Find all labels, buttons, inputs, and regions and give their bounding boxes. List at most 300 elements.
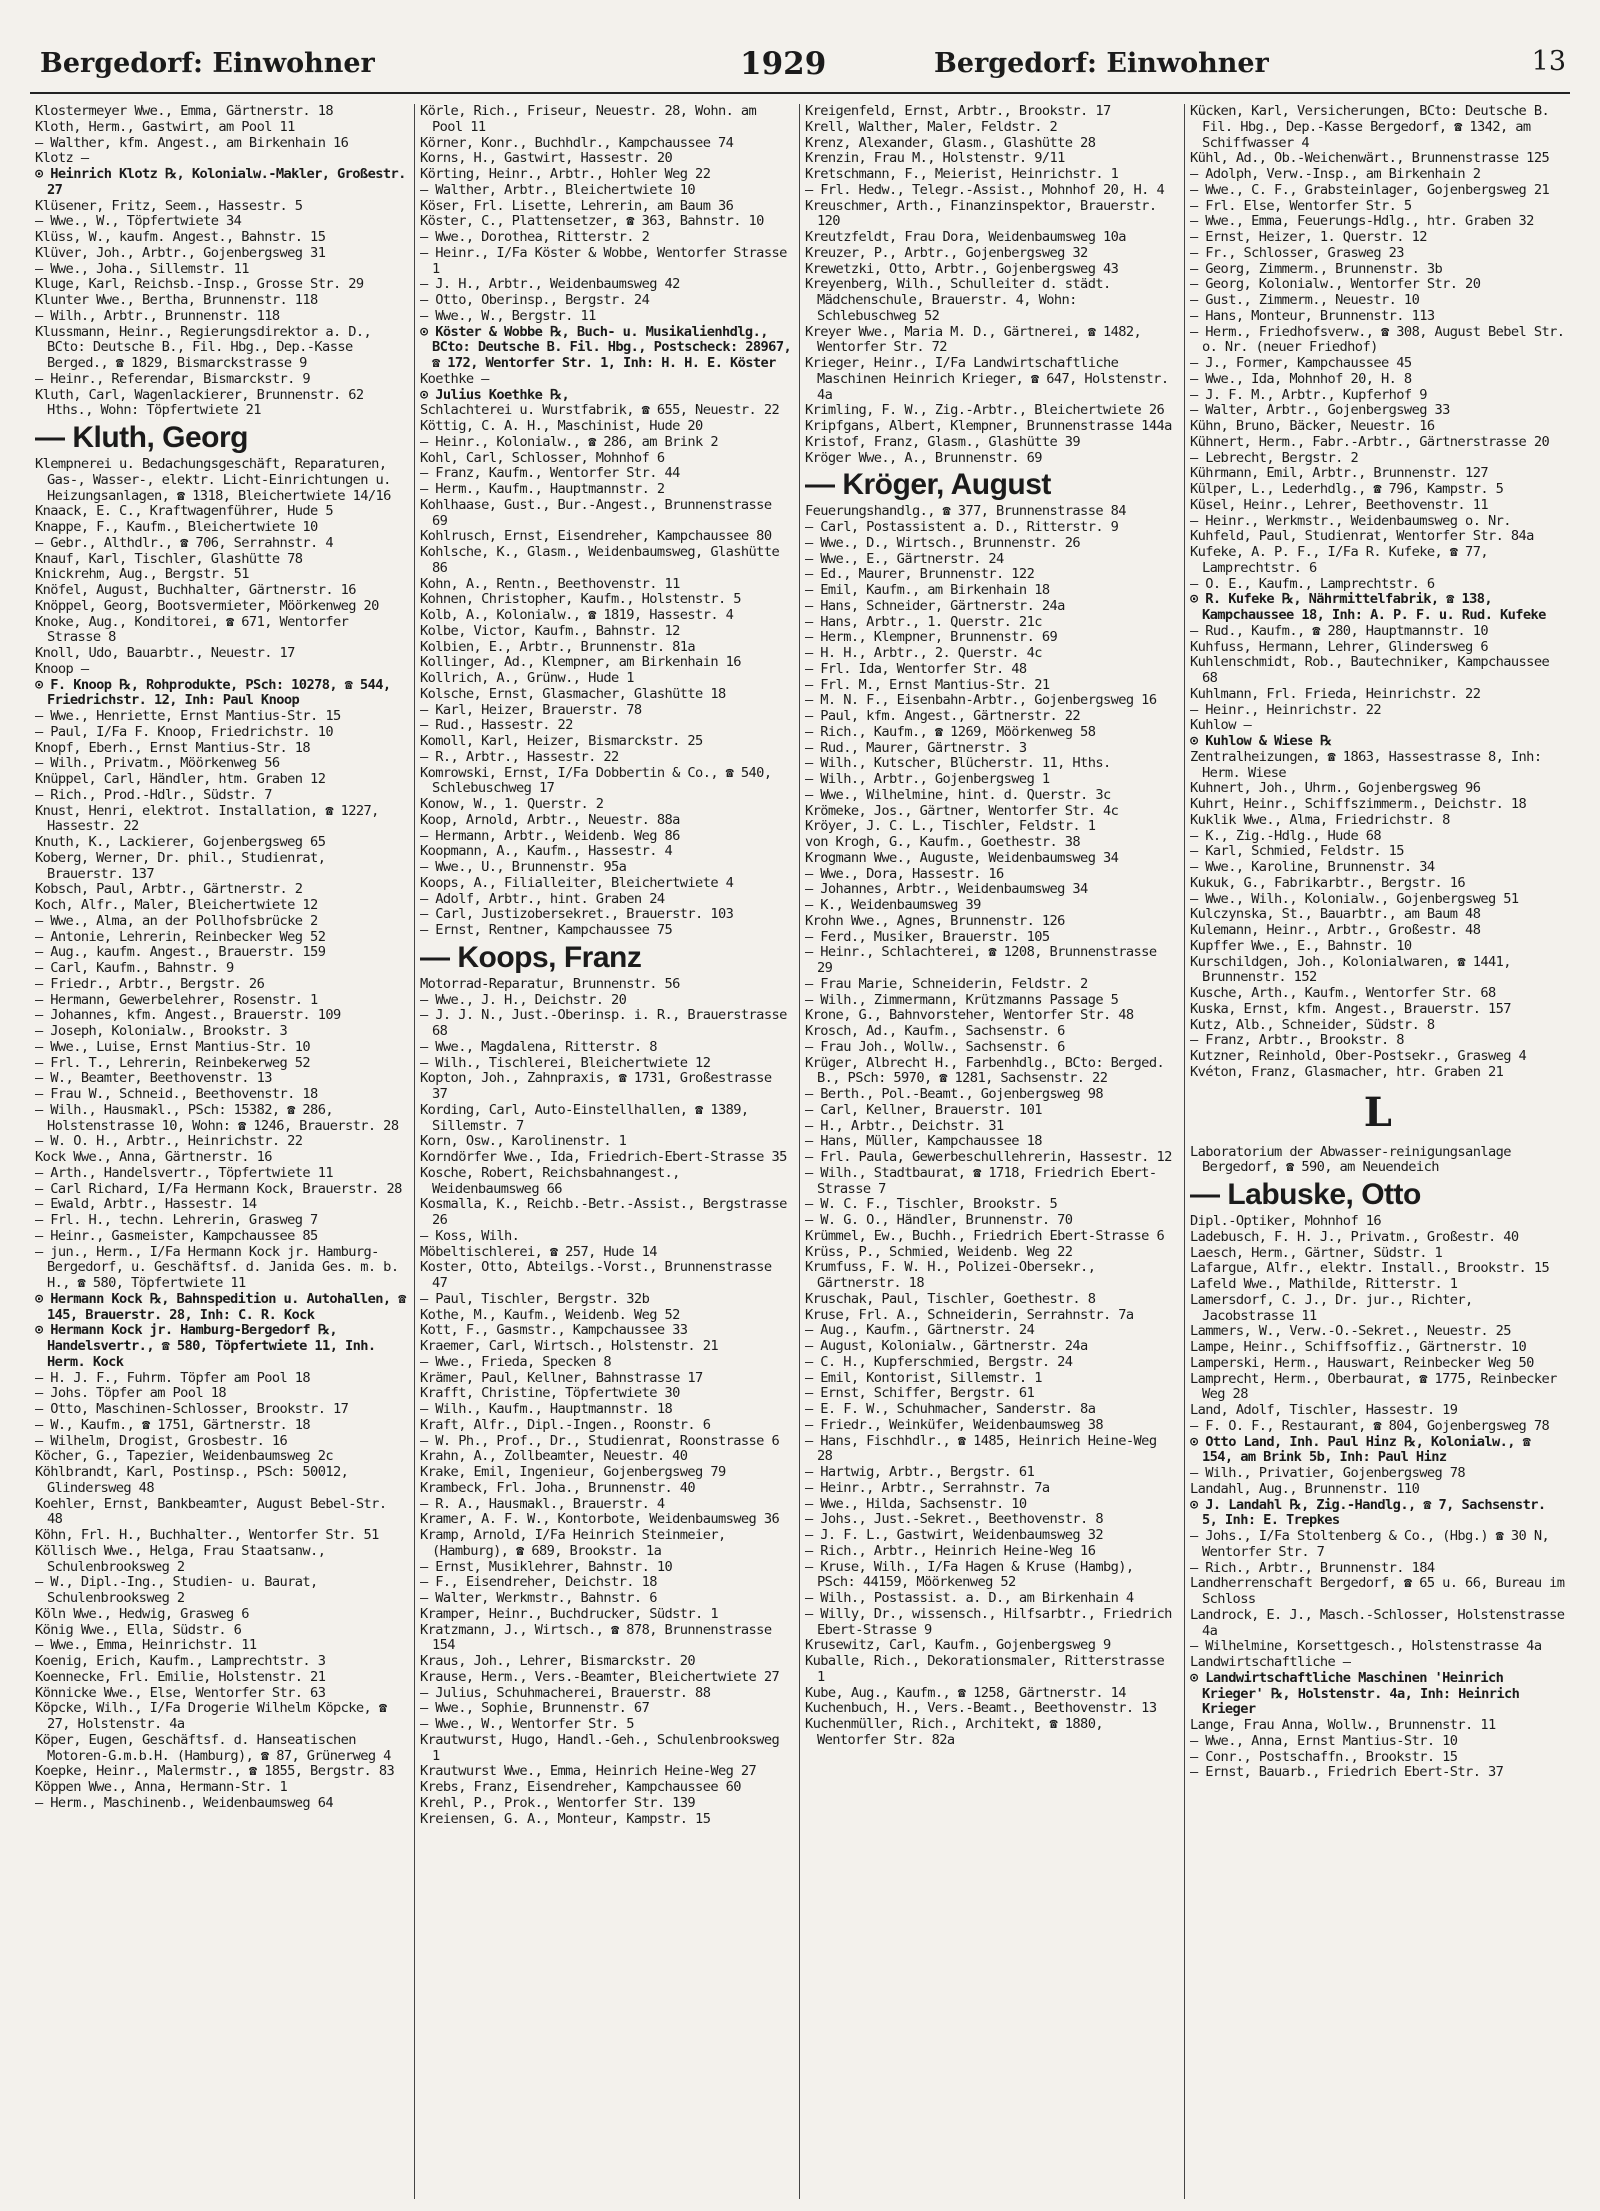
directory-entry: — Wwe., Luise, Ernst Mantius-Str. 10	[35, 1038, 311, 1055]
directory-entry: Krone, G., Bahnvorsteher, Wentorfer Str. 48	[805, 1007, 1134, 1024]
directory-entry: Lamersdorf, C. J., Dr. jur., Richter, Jacobstrasse 11	[1190, 1291, 1473, 1324]
directory-entry: Kohn, A., Rentn., Beethovenstr. 11	[420, 575, 680, 592]
directory-entry: — Wwe., Sophie, Brunnenstr. 67	[420, 1700, 650, 1717]
directory-entry: — Wwe., W., Bergstr. 11	[420, 307, 596, 324]
directory-entry: Kuhnert, Joh., Uhrm., Gojenbergsweg 96	[1190, 780, 1481, 797]
directory-entry: Schlachterei u. Wurstfabrik, ☎ 655, Neuestr. 22	[420, 402, 780, 419]
directory-entry: — Koss, Wilh.	[420, 1227, 520, 1244]
directory-entry: Knoop —	[35, 660, 89, 677]
directory-entry: ⊙ Julius Koethke ℞,	[420, 386, 570, 403]
directory-entry: — Wwe., Wilhelmine, hint. d. Querstr. 3c	[805, 786, 1111, 803]
directory-entry: Kramper, Heinr., Buchdrucker, Südstr. 1	[420, 1605, 718, 1622]
directory-entry: — Herm., Friedhofsverw., ☎ 308, August Bebel Str. o. Nr. (neuer Friedhof)	[1190, 323, 1565, 356]
directory-entry: — Willy, Dr., wissensch., Hilfsarbtr., Friedrich Ebert-Strasse 9	[805, 1605, 1172, 1638]
directory-entry: Kruse, Frl. A., Schneiderin, Serrahnstr. 7a	[805, 1306, 1134, 1323]
directory-entry: Kosmalla, K., Reichb.-Betr.-Assist., Bergstrasse 26	[420, 1196, 787, 1228]
directory-entry: Klempnerei u. Bedachungsgeschäft, Reparaturen, Gas-, Wasser-, elektr. Licht-Einrichtungen u. Heizungsanlagen, ☎ 1318, Bleichertwiete 14/16	[35, 456, 391, 504]
directory-entry: — Frau W., Schneid., Beethovenstr. 18	[35, 1086, 318, 1102]
directory-display-entry: — Koops, Franz	[420, 940, 642, 974]
directory-entry: — Walter, Arbtr., Gojenbergsweg 33	[1190, 402, 1450, 419]
directory-entry: — M. N. F., Eisenbahn-Arbtr., Gojenbergsweg 16	[805, 692, 1157, 709]
directory-entry: Könnicke Wwe., Else, Wentorfer Str. 63	[35, 1684, 326, 1701]
directory-entry: — Emil, Kontorist, Sillemstr. 1	[805, 1369, 1042, 1386]
directory-entry: — Ed., Maurer, Brunnenstr. 122	[805, 566, 1035, 583]
directory-entry: — Franz, Arbtr., Brookstr. 8	[1190, 1032, 1404, 1049]
directory-entry: Kraemer, Carl, Wirtsch., Holstenstr. 21	[420, 1338, 718, 1354]
directory-entry: Koch, Alfr., Maler, Bleichertwiete 12	[35, 897, 318, 913]
directory-entry: Koethke —	[420, 370, 489, 387]
directory-entry: Köppen Wwe., Anna, Hermann-Str. 1	[35, 1779, 288, 1795]
directory-entry: — Heinr., Referendar, Bismarckstr. 9	[35, 370, 311, 387]
directory-display-entry: — Labuske, Otto	[1190, 1178, 1421, 1211]
directory-entry: — K., Weidenbaumsweg 39	[805, 897, 981, 913]
directory-entry: — Heinr., Schlachterei, ☎ 1208, Brunnenstrasse 29	[805, 944, 1157, 976]
directory-entry: — Fr., Schlosser, Grasweg 23	[1190, 244, 1404, 261]
directory-entry: Knauf, Karl, Tischler, Glashütte 78	[35, 550, 303, 567]
directory-entry: Köllisch Wwe., Helga, Frau Staatsanw., Schulenbrooksweg 2	[35, 1542, 326, 1575]
directory-entry: — Arth., Handelsvertr., Töpfertwiete 11	[35, 1164, 333, 1181]
directory-entry: — Hans, Monteur, Brunnenstr. 113	[1190, 307, 1435, 324]
directory-entry: — Frl. Hedw., Telegr.-Assist., Mohnhof 20, H. 4	[805, 181, 1165, 198]
directory-entry: Krake, Emil, Ingenieur, Gojenbergsweg 79	[420, 1464, 726, 1480]
directory-entry: Kripfgans, Albert, Klempner, Brunnenstrasse 144a	[805, 418, 1172, 434]
directory-entry: Krömeke, Jos., Gärtner, Wentorfer Str. 4c	[805, 802, 1119, 819]
directory-entry: — Karl, Heizer, Brauerstr. 78	[420, 701, 642, 718]
directory-entry: Krumfuss, F. W. H., Polizei-Obersekr., Gärtnerstr. 18	[805, 1259, 1096, 1291]
directory-entry: — Ernst, Rentner, Kampchaussee 75	[420, 922, 673, 938]
directory-entry: — Wilh., Privatier, Gojenbergsweg 78	[1190, 1465, 1466, 1481]
directory-entry: Koopmann, A., Kaufm., Hassestr. 4	[420, 843, 673, 860]
directory-entry: Koster, Otto, Abteilgs.-Vorst., Brunnenstrasse 47	[420, 1259, 772, 1291]
directory-entry: — Hermann, Arbtr., Weidenb. Weg 86	[420, 827, 680, 844]
directory-entry: Kolb, A., Kolonialw., ☎ 1819, Hassestr. 4	[420, 607, 734, 623]
directory-entry: Köser, Frl. Lisette, Lehrerin, am Baum 36	[420, 197, 734, 214]
directory-entry: — Frl. Else, Wentorfer Str. 5	[1190, 197, 1412, 214]
directory-entry: Zentralheizungen, ☎ 1863, Hassestrasse 8, Inh: Herm. Wiese	[1190, 748, 1542, 781]
directory-entry: — Wilh., Arbtr., Gojenbergsweg 1	[805, 771, 1050, 787]
directory-entry: ⊙ Otto Land, Inh. Paul Hinz ℞, Kolonialw., ☎ 154, am Brink 5b, Inh: Paul Hinz	[1190, 1433, 1531, 1466]
directory-entry: — Conr., Postschaffn., Brookstr. 15	[1190, 1748, 1458, 1765]
directory-entry: — Ernst, Bauarb., Friedrich Ebert-Str. 37	[1190, 1764, 1504, 1781]
directory-entry: — R., Arbtr., Hassestr. 22	[420, 748, 619, 765]
directory-entry: — Rich., Kaufm., ☎ 1269, Möörkenweg 58	[805, 723, 1096, 740]
directory-entry: — Paul, kfm. Angest., Gärtnerstr. 22	[805, 708, 1081, 724]
directory-entry: Köhn, Frl. H., Buchhalter., Wentorfer Str. 51	[35, 1527, 379, 1543]
directory-entry: — Karl, Schmied, Feldstr. 15	[1190, 843, 1404, 860]
directory-entry: Laboratorium der Abwasser-reinigungsanlage Bergedorf, ☎ 590, am Neuendeich	[1190, 1143, 1511, 1176]
directory-entry: — Herm., Kaufm., Hauptmannstr. 2	[420, 481, 665, 497]
directory-entry: Krenzin, Frau M., Holstenstr. 9/11	[805, 150, 1065, 167]
directory-entry: Knappe, F., Kaufm., Bleichertwiete 10	[35, 519, 318, 535]
directory-entry: Klussmann, Heinr., Regierungsdirektor a. D., BCto: Deutsche B., Fil. Hbg., Dep.-Kasse Berged., ☎ 1829, Bismarckstrasse 9	[35, 323, 372, 371]
directory-entry: — Wwe., Magdalena, Ritterstr. 8	[420, 1038, 657, 1055]
directory-entry: Möbeltischlerei, ☎ 257, Hude 14	[420, 1243, 657, 1260]
directory-entry: — Frau Marie, Schneiderin, Feldstr. 2	[805, 975, 1088, 992]
directory-entry: Koennecke, Frl. Emilie, Holstenstr. 21	[35, 1668, 326, 1685]
directory-entry: — Aug., kaufm. Angest., Brauerstr. 159	[35, 944, 326, 961]
directory-entry: — Friedr., Arbtr., Bergstr. 26	[35, 975, 265, 992]
directory-entry: ⊙ F. Knoop ℞, Rohprodukte, PSch: 10278, ☎ 544, Friedrichstr. 12, Inh: Paul Knoop	[35, 676, 391, 709]
directory-entry: Köhlbrandt, Karl, Postinsp., PSch: 50012, Glindersweg 48	[35, 1464, 349, 1496]
directory-entry: Kramer, A. F. W., Kontorbote, Weidenbaumsweg 36	[420, 1511, 780, 1528]
entry-columns	[30, 104, 1570, 2199]
directory-entry: — Wilhelmine, Korsettgesch., Holstenstrasse 4a	[1190, 1638, 1542, 1655]
directory-entry: Krogmann Wwe., Auguste, Weidenbaumsweg 34	[805, 849, 1119, 866]
directory-entry: Krafft, Christine, Töpfertwiete 30	[420, 1385, 680, 1402]
directory-entry: Kuchenmüller, Rich., Architekt, ☎ 1880, Wentorfer Str. 82a	[805, 1716, 1103, 1748]
directory-entry: — Walther, Arbtr., Bleichertwiete 10	[420, 181, 696, 198]
directory-entry: König Wwe., Ella, Südstr. 6	[35, 1621, 242, 1638]
directory-entry: — Rud., Hassestr. 22	[420, 717, 573, 734]
directory-entry: Lammers, W., Verw.-O.-Sekret., Neuestr. 25	[1190, 1323, 1511, 1340]
directory-entry: Köttig, C. A. H., Maschinist, Hude 20	[420, 418, 703, 434]
directory-entry: — Hartwig, Arbtr., Bergstr. 61	[805, 1464, 1035, 1480]
directory-entry: — F. O. F., Restaurant, ☎ 804, Gojenbergsweg 78	[1190, 1417, 1550, 1434]
directory-entry: Kuklik Wwe., Alma, Friedrichstr. 8	[1190, 811, 1450, 828]
directory-entry: — K., Zig.-Hdlg., Hude 68	[1190, 827, 1382, 844]
directory-entry: — Wwe., Dorothea, Ritterstr. 2	[420, 229, 650, 245]
directory-entry: — Walter, Werkmstr., Bahnstr. 6	[420, 1590, 657, 1606]
directory-entry: Koberg, Werner, Dr. phil., Studienrat, Brauerstr. 137	[35, 849, 326, 882]
directory-entry: — Wilh., Zimmermann, Krützmanns Passage 5	[805, 991, 1119, 1008]
directory-entry: Krautwurst Wwe., Emma, Heinrich Heine-Weg 27	[420, 1763, 757, 1780]
directory-entry: — Heinr., I/Fa Köster & Wobbe, Wentorfer Strasse 1	[420, 244, 787, 277]
directory-entry: — Gebr., Althdlr., ☎ 706, Serrahnstr. 4	[35, 534, 333, 551]
directory-entry: — Heinr., Arbtr., Serrahnstr. 7a	[805, 1479, 1050, 1496]
directory-entry: Konow, W., 1. Querstr. 2	[420, 796, 604, 812]
directory-entry: — H., Arbtr., Deichstr. 31	[805, 1117, 1004, 1134]
directory-entry: — Frl. Paula, Gewerbeschullehrerin, Hassestr. 12	[805, 1149, 1172, 1165]
directory-entry: Motorrad-Reparatur, Brunnenstr. 56	[420, 975, 680, 992]
directory-entry: Köper, Eugen, Geschäftsf. d. Hanseatischen Motoren-G.m.b.H. (Hamburg), ☎ 87, Grünerweg 4	[35, 1731, 391, 1764]
directory-entry: — W. G. O., Händler, Brunnenstr. 70	[805, 1212, 1073, 1228]
directory-entry: — Rich., Arbtr., Brunnenstr. 184	[1190, 1559, 1435, 1576]
column-2	[415, 104, 800, 2199]
directory-entry: Krümmel, Ew., Buchh., Friedrich Ebert-Strasse 6	[805, 1227, 1165, 1244]
directory-entry: Lafeld Wwe., Mathilde, Ritterstr. 1	[1190, 1276, 1458, 1292]
directory-entry: Kohlrusch, Ernst, Eisendreher, Kampchaussee 80	[420, 528, 772, 545]
directory-entry: — Aug., Kaufm., Gärtnerstr. 24	[805, 1322, 1035, 1339]
directory-entry: — Johannes, Arbtr., Weidenbaumsweg 34	[805, 881, 1088, 898]
directory-entry: Kloth, Herm., Gastwirt, am Pool 11	[35, 118, 295, 135]
directory-entry: — Hans, Müller, Kampchaussee 18	[805, 1133, 1042, 1150]
directory-entry: — E. F. W., Schuhmacher, Sanderstr. 8a	[805, 1401, 1096, 1417]
directory-entry: — W. C. F., Tischler, Brookstr. 5	[805, 1196, 1058, 1213]
directory-entry: Kuhfeld, Paul, Studienrat, Wentorfer Str. 84a	[1190, 528, 1534, 545]
directory-entry: Kraus, Joh., Lehrer, Bismarckstr. 20	[420, 1653, 696, 1669]
directory-entry: Klüver, Joh., Arbtr., Gojenbergsweg 31	[35, 244, 326, 261]
directory-entry: Kuhfuss, Hermann, Lehrer, Glindersweg 6	[1190, 638, 1488, 655]
directory-entry: — Wilh., Stadtbaurat, ☎ 1718, Friedrich Ebert-Strasse 7	[805, 1164, 1157, 1197]
directory-entry: — Adolf, Arbtr., hint. Graben 24	[420, 890, 665, 907]
directory-entry: — Otto, Oberinsp., Bergstr. 24	[420, 292, 650, 308]
directory-entry: — W. O. H., Arbtr., Heinrichstr. 22	[35, 1133, 303, 1150]
directory-entry: Kolbien, E., Arbtr., Brunnenstr. 81a	[420, 638, 696, 655]
header-year: 1929	[740, 46, 827, 82]
directory-entry: Kolsche, Ernst, Glasmacher, Glashütte 18	[420, 685, 726, 702]
directory-entry: — Heinr., Heinrichstr. 22	[1190, 701, 1382, 718]
directory-entry: Kurschildgen, Joh., Kolonialwaren, ☎ 1441, Brunnenstr. 152	[1190, 953, 1511, 986]
column-1	[30, 104, 415, 2199]
directory-entry: Kording, Carl, Auto-Einstellhallen, ☎ 1389, Sillemstr. 7	[420, 1101, 749, 1134]
directory-entry: — Wwe., Karoline, Brunnenstr. 34	[1190, 859, 1435, 875]
directory-entry: Koenig, Erich, Kaufm., Lamprechtstr. 3	[35, 1653, 326, 1669]
directory-entry: Köster, C., Plattensetzer, ☎ 363, Bahnstr. 10	[420, 213, 764, 230]
directory-entry: Kreyer Wwe., Maria M. D., Gärtnerei, ☎ 1482, Wentorfer Str. 72	[805, 323, 1142, 356]
directory-entry: Knickrehm, Aug., Bergstr. 51	[35, 566, 249, 583]
directory-entry: — Wwe., Anna, Ernst Mantius-Str. 10	[1190, 1732, 1458, 1749]
directory-entry: Lampe, Heinr., Schiffsoffiz., Gärtnerstr. 10	[1190, 1339, 1527, 1355]
directory-entry: — Carl, Justizobersekret., Brauerstr. 103	[420, 906, 734, 923]
directory-entry: Komoll, Karl, Heizer, Bismarckstr. 25	[420, 733, 703, 749]
directory-entry: ⊙ Landwirtschaftliche Maschinen 'Heinrich Krieger' ℞, Holstenstr. 4a, Inh: Heinrich Krieger	[1190, 1669, 1520, 1718]
directory-entry: — Paul, I/Fa F. Knoop, Friedrichstr. 10	[35, 723, 333, 740]
directory-entry: Kuballe, Rich., Dekorationsmaler, Ritterstrasse 1	[805, 1653, 1165, 1685]
directory-entry: Kuchenbuch, H., Vers.-Beamt., Beethovenstr. 13	[805, 1700, 1157, 1717]
directory-entry: — Berth., Pol.-Beamt., Gojenbergsweg 98	[805, 1086, 1103, 1102]
directory-entry: — Wwe., W., Wentorfer Str. 5	[420, 1716, 634, 1732]
directory-entry: — Otto, Maschinen-Schlosser, Brookstr. 17	[35, 1401, 349, 1417]
directory-entry: — Georg, Kolonialw., Wentorfer Str. 20	[1190, 276, 1481, 293]
directory-entry: Lamprecht, Herm., Oberbaurat, ☎ 1775, Reinbecker Weg 28	[1190, 1370, 1557, 1403]
directory-entry: Körle, Rich., Friseur, Neuestr. 28, Wohn. am Pool 11	[420, 104, 757, 135]
directory-entry: Külper, L., Lederhdlg., ☎ 796, Kampstr. 5	[1190, 481, 1504, 497]
directory-entry: Kobsch, Paul, Arbtr., Gärtnerstr. 2	[35, 881, 303, 898]
directory-entry: — H. H., Arbtr., 2. Querstr. 4c	[805, 645, 1042, 661]
directory-entry: — J. F. L., Gastwirt, Weidenbaumsweg 32	[805, 1527, 1103, 1543]
directory-entry: Krusewitz, Carl, Kaufm., Gojenbergsweg 9	[805, 1637, 1111, 1654]
directory-entry: Kolbe, Victor, Kaufm., Bahnstr. 12	[420, 622, 680, 639]
directory-entry: — Heinr., Kolonialw., ☎ 286, am Brink 2	[420, 433, 718, 450]
directory-entry: — Carl, Kaufm., Bahnstr. 9	[35, 960, 234, 976]
running-header	[30, 46, 1570, 94]
directory-entry: — Franz, Kaufm., Wentorfer Str. 44	[420, 465, 680, 482]
section-letter: L	[1363, 1088, 1392, 1136]
directory-entry: — Frau Joh., Wollw., Sachsenstr. 6	[805, 1038, 1065, 1055]
directory-entry: Kohl, Carl, Schlosser, Mohnhof 6	[420, 449, 665, 466]
directory-entry: Koop, Arnold, Arbtr., Neuestr. 88a	[420, 811, 680, 828]
directory-entry: — Frl. Ida, Wentorfer Str. 48	[805, 660, 1027, 677]
directory-entry: Kohnen, Christopher, Kaufm., Holstenstr. 5	[420, 591, 741, 608]
directory-entry: Ladebusch, F. H. J., Privatm., Großestr. 40	[1190, 1228, 1519, 1245]
directory-entry: Kührmann, Emil, Arbtr., Brunnenstr. 127	[1190, 465, 1488, 482]
directory-entry: — Wwe., Emma, Heinrichstr. 11	[35, 1637, 257, 1654]
directory-entry: — Rich., Prod.-Hdlr., Südstr. 7	[35, 786, 272, 803]
directory-entry: — Wilh., Privatm., Möörkenweg 56	[35, 755, 280, 772]
directory-entry: Krämer, Paul, Kellner, Bahnstrasse 17	[420, 1369, 703, 1386]
directory-entry: — Wwe., U., Brunnenstr. 95a	[420, 859, 627, 875]
directory-entry: Knöfel, August, Buchhalter, Gärtnerstr. 16	[35, 582, 356, 598]
directory-entry: Kröger Wwe., A., Brunnenstr. 69	[805, 449, 1042, 466]
directory-entry: Kratzmann, J., Wirtsch., ☎ 878, Brunnenstrasse 154	[420, 1621, 772, 1654]
directory-entry: — Frl. T., Lehrerin, Reinbekerweg 52	[35, 1054, 311, 1071]
directory-entry: Kufeke, A. P. F., I/Fa R. Kufeke, ☎ 77, Lamprechtstr. 6	[1190, 544, 1488, 576]
directory-entry: Kraft, Alfr., Dipl.-Ingen., Roonstr. 6	[420, 1416, 711, 1433]
directory-entry: Kohlsche, K., Glasm., Weidenbaumsweg, Glashütte 86	[420, 544, 780, 576]
directory-entry: ⊙ Köster & Wobbe ℞, Buch- u. Musikalienhdlg., BCto: Deutsche B. Fil. Hbg., Postscheck: 28967, ☎ 172, Wentorfer Str. 1, Inh: H. H. E. Köster	[420, 323, 792, 371]
directory-entry: Küsel, Heinr., Lehrer, Beethovenstr. 11	[1190, 496, 1488, 513]
directory-entry: — Wwe., Frieda, Specken 8	[420, 1353, 612, 1370]
directory-entry: Klüsener, Fritz, Seem., Hassestr. 5	[35, 197, 303, 214]
directory-entry: Dipl.-Optiker, Mohnhof 16	[1190, 1213, 1382, 1229]
directory-entry: Kühn, Bruno, Bäcker, Neuestr. 16	[1190, 418, 1435, 434]
directory-entry: — Wilh., Arbtr., Brunnenstr. 118	[35, 307, 280, 324]
directory-entry: Knust, Henri, elektrot. Installation, ☎ 1227, Hassestr. 22	[35, 802, 379, 835]
directory-entry: Kuhlmann, Frl. Frieda, Heinrichstr. 22	[1190, 685, 1481, 702]
directory-entry: — Hans, Fischhdlr., ☎ 1485, Heinrich Heine-Weg 28	[805, 1432, 1157, 1465]
directory-entry: Knüppel, Carl, Händler, htm. Graben 12	[35, 771, 326, 787]
column-3	[800, 104, 1185, 2199]
directory-entry: — Wilh., Tischlerei, Bleichertwiete 12	[420, 1054, 711, 1071]
directory-entry: — J. H., Arbtr., Weidenbaumsweg 42	[420, 276, 680, 293]
directory-entry: ⊙ Hermann Kock ℞, Bahnspedition u. Autohallen, ☎ 145, Brauerstr. 28, Inh: C. R. Kock	[35, 1290, 406, 1323]
directory-entry: — W., Beamter, Beethovenstr. 13	[35, 1070, 272, 1087]
directory-entry: Krohn Wwe., Agnes, Brunnenstr. 126	[805, 912, 1065, 929]
directory-entry: — jun., Herm., I/Fa Hermann Kock jr. Hamburg-Bergedorf, u. Geschäftsf. d. Janida Ges. m. b. H., ☎ 580, Töpfertwiete 11	[35, 1243, 399, 1291]
directory-entry: — W., Kaufm., ☎ 1751, Gärtnerstr. 18	[35, 1416, 311, 1433]
directory-entry: Kuska, Ernst, kfm. Angest., Brauerstr. 157	[1190, 1000, 1511, 1017]
directory-entry: Kock Wwe., Anna, Gärtnerstr. 16	[35, 1149, 272, 1165]
directory-entry: Krause, Herm., Vers.-Beamter, Bleichertwiete 27	[420, 1668, 780, 1685]
directory-entry: — Hans, Arbtr., 1. Querstr. 21c	[805, 613, 1042, 630]
directory-entry: ⊙ Heinrich Klotz ℞, Kolonialw.-Makler, Großestr. 27	[35, 166, 406, 198]
directory-entry: — August, Kolonialw., Gärtnerstr. 24a	[805, 1338, 1088, 1354]
column-4	[1185, 104, 1570, 2199]
directory-entry: — Herm., Klempner, Brunnenstr. 69	[805, 629, 1058, 646]
directory-entry: Krebs, Franz, Eisendreher, Kampchaussee 60	[420, 1779, 741, 1795]
directory-entry: Knaack, E. C., Kraftwagenführer, Hude 5	[35, 503, 333, 520]
directory-entry: — W., Dipl.-Ing., Studien- u. Baurat, Schulenbrooksweg 2	[35, 1574, 318, 1606]
directory-entry: Kvéton, Franz, Glasmacher, htr. Graben 21	[1190, 1063, 1504, 1080]
directory-entry: Krenz, Alexander, Glasm., Glashütte 28	[805, 134, 1096, 151]
directory-entry: Korns, H., Gastwirt, Hassestr. 20	[420, 150, 673, 167]
directory-entry: Komrowski, Ernst, I/Fa Dobbertin & Co., ☎ 540, Schlebuschweg 17	[420, 764, 772, 797]
directory-entry: Knoll, Udo, Bauarbtr., Neuestr. 17	[35, 645, 295, 661]
directory-entry: — Ferd., Musiker, Brauerstr. 105	[805, 928, 1050, 945]
directory-entry: Kreiensen, G. A., Monteur, Kampstr. 15	[420, 1810, 711, 1827]
directory-entry: Kosche, Robert, Reichsbahnangest., Weidenbaumsweg 66	[420, 1164, 680, 1197]
directory-entry: Landwirtschaftliche —	[1190, 1654, 1351, 1670]
directory-entry: Korn, Osw., Karolinenstr. 1	[420, 1133, 627, 1150]
directory-entry: Kreyenberg, Wilh., Schulleiter d. städt. Mädchenschule, Brauerstr. 4, Wohn: Schlebuschweg 52	[805, 276, 1111, 324]
header-right-title: Bergedorf: Einwohner	[934, 48, 1269, 79]
directory-entry: Krewetzki, Otto, Arbtr., Gojenbergsweg 43	[805, 260, 1119, 277]
directory-entry: Landherrenschaft Bergedorf, ☎ 65 u. 66, Bureau im Schloss	[1190, 1575, 1565, 1607]
directory-entry: Knopf, Eberh., Ernst Mantius-Str. 18	[35, 739, 311, 756]
directory-entry: Kulczynska, St., Bauarbtr., am Baum 48	[1190, 906, 1481, 923]
directory-entry: — Wwe., Joha., Sillemstr. 11	[35, 260, 249, 277]
directory-entry: — F., Eisendreher, Deichstr. 18	[420, 1574, 657, 1591]
directory-entry: — Wwe., Henriette, Ernst Mantius-Str. 15	[35, 708, 341, 724]
directory-entry: Kretschmann, F., Meierist, Heinrichstr. 1	[805, 166, 1119, 182]
directory-entry: Kühl, Ad., Ob.-Weichenwärt., Brunnenstrasse 125	[1190, 150, 1550, 167]
directory-entry: — Antonie, Lehrerin, Reinbecker Weg 52	[35, 928, 326, 945]
directory-entry: — Carl, Kellner, Brauerstr. 101	[805, 1101, 1042, 1118]
directory-entry: Landrock, E. J., Masch.-Schlosser, Holstenstrasse 4a	[1190, 1606, 1565, 1639]
directory-entry: — Johs. Töpfer am Pool 18	[35, 1385, 227, 1402]
directory-entry: Krahn, A., Zollbeamter, Neuestr. 40	[420, 1448, 688, 1465]
directory-entry: — Rud., Maurer, Gärtnerstr. 3	[805, 739, 1027, 756]
directory-display-entry: — Kröger, August	[805, 468, 1051, 502]
directory-entry: Kothe, M., Kaufm., Weidenb. Weg 52	[420, 1306, 680, 1323]
directory-entry: Kutzner, Reinhold, Ober-Postsekr., Grasweg 4	[1190, 1048, 1527, 1064]
directory-entry: — Wwe., J. H., Deichstr. 20	[420, 991, 627, 1008]
directory-entry: Land, Adolf, Tischler, Hassestr. 19	[1190, 1402, 1458, 1418]
directory-entry: Kluth, Carl, Wagenlackierer, Brunnenstr. 62 Hths., Wohn: Töpfertwiete 21	[35, 386, 364, 419]
directory-entry: — Ernst, Heizer, 1. Querstr. 12	[1190, 229, 1427, 245]
directory-entry: — C. H., Kupferschmied, Bergstr. 24	[805, 1353, 1073, 1370]
directory-entry: Kupffer Wwe., E., Bahnstr. 10	[1190, 937, 1412, 954]
directory-entry: Kreuzer, P., Arbtr., Gojenbergsweg 32	[805, 244, 1088, 261]
directory-entry: — Lebrecht, Bergstr. 2	[1190, 449, 1359, 466]
directory-entry: Klotz —	[35, 150, 89, 167]
directory-entry: Laesch, Herm., Gärtner, Südstr. 1	[1190, 1244, 1443, 1261]
directory-entry: — Frl. H., techn. Lehrerin, Grasweg 7	[35, 1212, 318, 1228]
directory-entry: Klunter Wwe., Bertha, Brunnenstr. 118	[35, 292, 318, 308]
directory-entry: Lafargue, Alfr., elektr. Install., Brookstr. 15	[1190, 1260, 1550, 1277]
directory-entry: Kühnert, Herm., Fabr.-Arbtr., Gärtnerstrasse 20	[1190, 433, 1550, 450]
directory-entry: Lange, Frau Anna, Wollw., Brunnenstr. 11	[1190, 1717, 1496, 1733]
directory-entry: — Wwe., Ida, Mohnhof 20, H. 8	[1190, 370, 1412, 387]
directory-entry: — Joseph, Kolonialw., Brookstr. 3	[35, 1023, 288, 1039]
directory-entry: — Wilh., Kutscher, Blücherstr. 11, Hths.	[805, 755, 1111, 772]
directory-entry: — Ernst, Musiklehrer, Bahnstr. 10	[420, 1558, 673, 1575]
directory-entry: Köpcke, Wilh., I/Fa Drogerie Wilhelm Köpcke, ☎ 27, Holstenstr. 4a	[35, 1700, 387, 1732]
directory-entry: Lamperski, Herm., Hauswart, Reinbecker Weg 50	[1190, 1354, 1534, 1371]
directory-entry: — Wwe., Dora, Hassestr. 16	[805, 865, 1004, 882]
directory-entry: Feuerungshandlg., ☎ 377, Brunnenstrasse 84	[805, 503, 1126, 520]
directory-entry: von Krogh, G., Kaufm., Goethestr. 38	[805, 834, 1081, 850]
directory-entry: Krambeck, Frl. Joha., Brunnenstr. 40	[420, 1479, 696, 1496]
directory-entry: Kulemann, Heinr., Arbtr., Großestr. 48	[1190, 922, 1481, 938]
directory-entry: Kristof, Franz, Glasm., Glashütte 39	[805, 433, 1081, 450]
directory-entry: — Wilh., Kaufm., Hauptmannstr. 18	[420, 1401, 673, 1417]
header-left-title: Bergedorf: Einwohner	[40, 48, 375, 79]
directory-entry: — R. A., Hausmakl., Brauerstr. 4	[420, 1495, 665, 1512]
directory-entry: Kukuk, G., Fabrikarbtr., Bergstr. 16	[1190, 874, 1466, 891]
directory-entry: — W. Ph., Prof., Dr., Studienrat, Roonstrasse 6	[420, 1432, 780, 1449]
directory-entry: Kluge, Karl, Reichsb.-Insp., Grosse Str. 29	[35, 276, 364, 293]
directory-entry: Knoke, Aug., Konditorei, ☎ 671, Wentorfer Strasse 8	[35, 613, 349, 646]
directory-entry: Kopton, Joh., Zahnpraxis, ☎ 1731, Großestrasse 37	[420, 1070, 772, 1102]
directory-entry: — Gust., Zimmerm., Neuestr. 10	[1190, 292, 1420, 308]
directory-entry: Kott, F., Gasmstr., Kampchaussee 33	[420, 1322, 688, 1339]
directory-entry: Kutz, Alb., Schneider, Südstr. 8	[1190, 1016, 1435, 1033]
directory-entry: ⊙ R. Kufeke ℞, Nährmittelfabrik, ☎ 138, Kampchaussee 18, Inh: A. P. F. u. Rud. Kufeke	[1190, 591, 1546, 623]
directory-entry: — Emil, Kaufm., am Birkenhain 18	[805, 582, 1050, 598]
page-number: 13	[1531, 46, 1566, 77]
directory-entry: ⊙ Hermann Kock jr. Hamburg-Bergedorf ℞, Handelsvertr., ☎ 580, Töpfertwiete 11, Inh. Herm. Kock	[35, 1322, 376, 1370]
directory-entry: — Carl, Postassistent a. D., Ritterstr. 9	[805, 519, 1119, 535]
directory-entry: ⊙ Kuhlow & Wiese ℞	[1190, 733, 1332, 749]
directory-entry: — Wwe., Wilh., Kolonialw., Gojenbergsweg 51	[1190, 890, 1519, 907]
directory-entry: — Julius, Schuhmacherei, Brauerstr. 88	[420, 1684, 711, 1701]
directory-entry: Krosch, Ad., Kaufm., Sachsenstr. 6	[805, 1023, 1065, 1039]
directory-entry: — Johs., Just.-Sekret., Beethovenstr. 8	[805, 1511, 1103, 1528]
directory-entry: — Wwe., D., Wirtsch., Brunnenstr. 26	[805, 534, 1081, 551]
directory-entry: — Wwe., Emma, Feuerungs-Hdlg., htr. Graben 32	[1190, 213, 1534, 230]
directory-entry: Koehler, Ernst, Bankbeamter, August Bebel-Str. 48	[35, 1495, 387, 1528]
directory-entry: Köln Wwe., Hedwig, Grasweg 6	[35, 1605, 249, 1622]
directory-entry: — Johannes, kfm. Angest., Brauerstr. 109	[35, 1007, 341, 1024]
directory-entry: Korndörfer Wwe., Ida, Friedrich-Ebert-Strasse 35	[420, 1149, 787, 1165]
directory-entry: Krell, Walther, Maler, Feldstr. 2	[805, 118, 1058, 135]
directory-entry: — Hans, Schneider, Gärtnerstr. 24a	[805, 597, 1065, 614]
directory-entry: Kreutzfeldt, Frau Dora, Weidenbaumsweg 10a	[805, 229, 1126, 245]
directory-entry: — Hermann, Gewerbelehrer, Rosenstr. 1	[35, 991, 318, 1008]
directory-entry: — Wwe., C. F., Grabsteinlager, Gojenbergsweg 21	[1190, 181, 1550, 198]
directory-entry: Krautwurst, Hugo, Handl.-Geh., Schulenbrooksweg 1	[420, 1731, 780, 1764]
